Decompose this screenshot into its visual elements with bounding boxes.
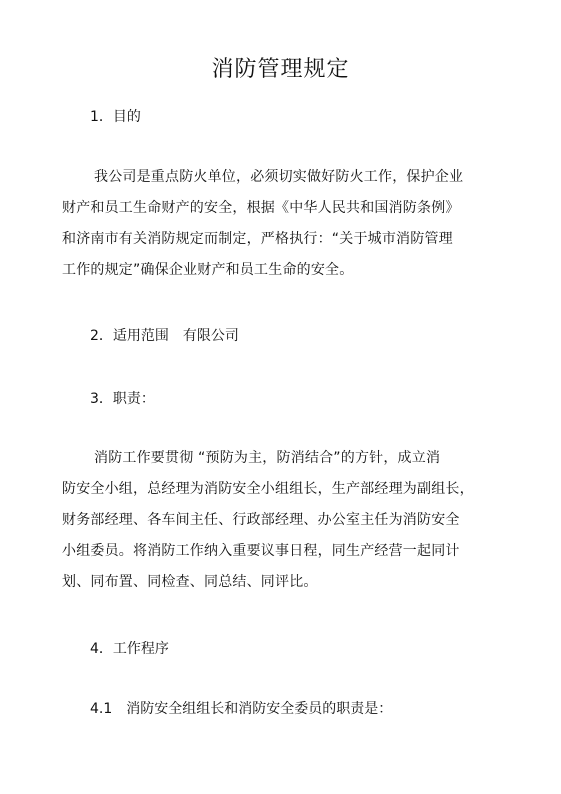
paragraph-line: 划、同布置、同检查、同总结、同评比。 bbox=[62, 574, 318, 590]
paragraph-line: 财务部经理、各车间主任、行政部经理、办公室主任为消防安全 bbox=[62, 512, 460, 528]
paragraph-line: 财产和员工生命财产的安全，根据《中华人民共和国消防条例》 bbox=[62, 200, 460, 216]
section-heading-duties: 3．职责： bbox=[90, 391, 155, 407]
paragraph-line: 消防工作要贯彻 “预防为主，防消结合”的方针，成立消 bbox=[94, 450, 441, 466]
paragraph-line: 我公司是重点防火单位，必须切实做好防火工作，保护企业 bbox=[94, 169, 464, 185]
section-heading-procedure: 4．工作程序 bbox=[90, 641, 169, 657]
paragraph-line: 小组委员。将消防工作纳入重要议事日程，同生产经营一起同计 bbox=[62, 543, 460, 559]
paragraph-line: 工作的规定”确保企业财产和员工生命的安全。 bbox=[62, 262, 354, 278]
purpose-paragraph bbox=[62, 162, 482, 286]
document-title: 消防管理规定 bbox=[211, 57, 350, 82]
paragraph-line: 防安全小组，总经理为消防安全小组组长，生产部经理为副组长， bbox=[62, 481, 474, 497]
duties-paragraph bbox=[62, 443, 482, 598]
paragraph-line: 和济南市有关消防规定而制定，严格执行：“关于城市消防管理 bbox=[62, 231, 453, 247]
section-heading-scope: 2．适用范围 有限公司 bbox=[90, 328, 239, 344]
section-heading-purpose: 1．目的 bbox=[90, 109, 141, 125]
section-heading-4-1: 4.1 消防安全组组长和消防安全委员的职责是： bbox=[90, 701, 393, 717]
